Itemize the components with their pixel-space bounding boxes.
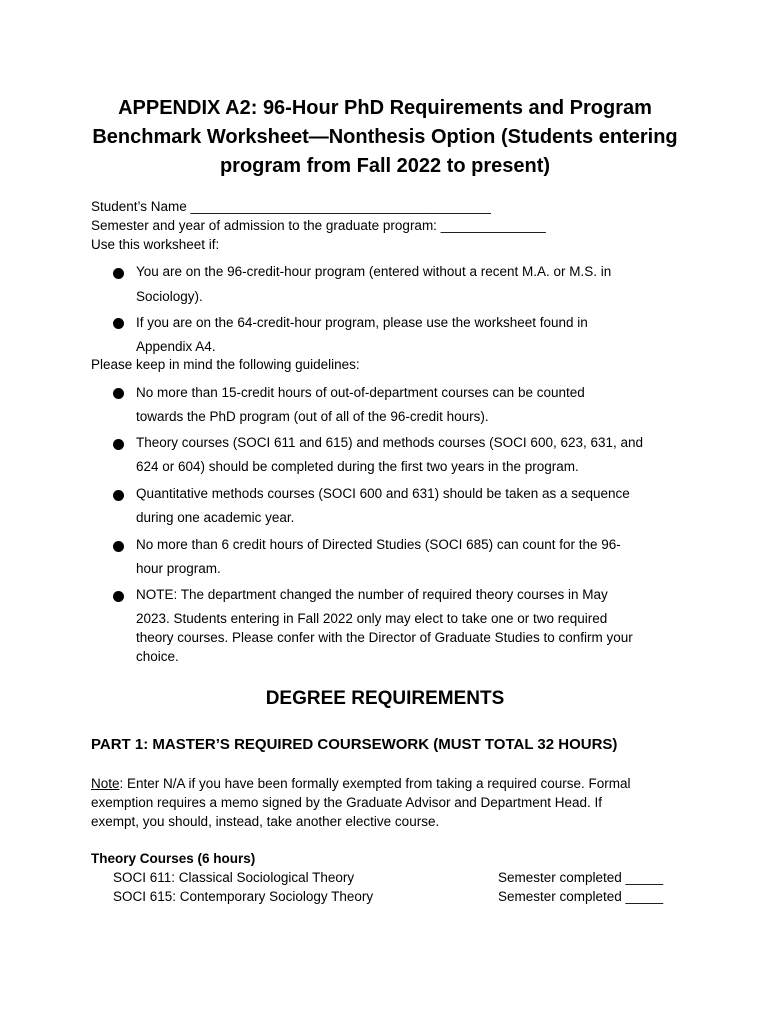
guideline-4-line-2: hour program. <box>136 561 221 576</box>
bullet-icon <box>113 541 124 552</box>
admission-semester-field: Semester and year of admission to the graduate program: ______________ <box>91 218 546 233</box>
semester-completed-field: Semester completed _____ <box>498 889 664 904</box>
guideline-1-line-1: No more than 15-credit hours of out-of-department courses can be counted <box>136 385 585 400</box>
guideline-5-line-4: choice. <box>136 649 179 664</box>
course-name: SOCI 611: Classical Sociological Theory <box>113 870 355 885</box>
use-bullet-2-line-1: If you are on the 64-credit-hour program, please use the worksheet found in <box>136 315 588 330</box>
title-line-3: program from Fall 2022 to present) <box>219 155 551 177</box>
use-bullet-1-line-1: You are on the 96-credit-hour program (entered without a recent M.A. or M.S. in <box>136 264 612 279</box>
semester-completed-field: Semester completed _____ <box>498 870 664 885</box>
bullet-icon <box>113 439 124 450</box>
guideline-3-line-1: Quantitative methods courses (SOCI 600 and 631) should be taken as a sequence <box>136 486 630 501</box>
guidelines-intro: Please keep in mind the following guidelines: <box>91 357 360 372</box>
use-if-label: Use this worksheet if: <box>91 237 220 252</box>
theory-courses-heading: Theory Courses (6 hours) <box>91 851 256 866</box>
guideline-2-line-1: Theory courses (SOCI 611 and 615) and methods courses (SOCI 600, 623, 631, and <box>136 435 644 450</box>
page-title <box>60 94 710 181</box>
guideline-4-line-1: No more than 6 credit hours of Directed Studies (SOCI 685) can count for the 96- <box>136 537 621 552</box>
use-bullet-1-line-2: Sociology). <box>136 289 203 304</box>
note-line-2: exemption requires a memo signed by the Graduate Advisor and Department Head. If <box>91 795 603 810</box>
student-name-field: Student’s Name ________________________________________ <box>91 199 491 214</box>
bullet-icon <box>113 268 124 279</box>
use-bullet-2-line-2: Appendix A4. <box>136 339 216 354</box>
guideline-5-line-2: 2023. Students entering in Fall 2022 only may elect to take one or two required <box>136 611 608 626</box>
note-line-1 <box>91 776 631 791</box>
bullet-icon <box>113 490 124 501</box>
note-text-1: : Enter N/A if you have been formally exempted from taking a required course. Formal <box>119 776 631 791</box>
course-name: SOCI 615: Contemporary Sociology Theory <box>113 889 374 904</box>
degree-requirements-heading: DEGREE REQUIREMENTS <box>265 688 505 709</box>
part1-heading: PART 1: MASTER’S REQUIRED COURSEWORK (MUST TOTAL 32 HOURS) <box>91 736 618 753</box>
note-label: Note <box>91 776 120 791</box>
title-line-1: APPENDIX A2: 96-Hour PhD Requirements and Program <box>118 97 652 119</box>
guideline-5-line-3: theory courses. Please confer with the Director of Graduate Studies to confirm your <box>136 630 633 645</box>
bullet-icon <box>113 318 124 329</box>
guideline-5-line-1: NOTE: The department changed the number of required theory courses in May <box>136 587 608 602</box>
title-line-2: Benchmark Worksheet—Nonthesis Option (Students entering <box>92 126 678 148</box>
bullet-icon <box>113 388 124 399</box>
bullet-icon <box>113 591 124 602</box>
guideline-3-line-2: during one academic year. <box>136 510 295 525</box>
guideline-2-line-2: 624 or 604) should be completed during the first two years in the program. <box>136 459 579 474</box>
guideline-1-line-2: towards the PhD program (out of all of the 96-credit hours). <box>136 409 489 424</box>
note-line-3: exempt, you should, instead, take another elective course. <box>91 814 440 829</box>
